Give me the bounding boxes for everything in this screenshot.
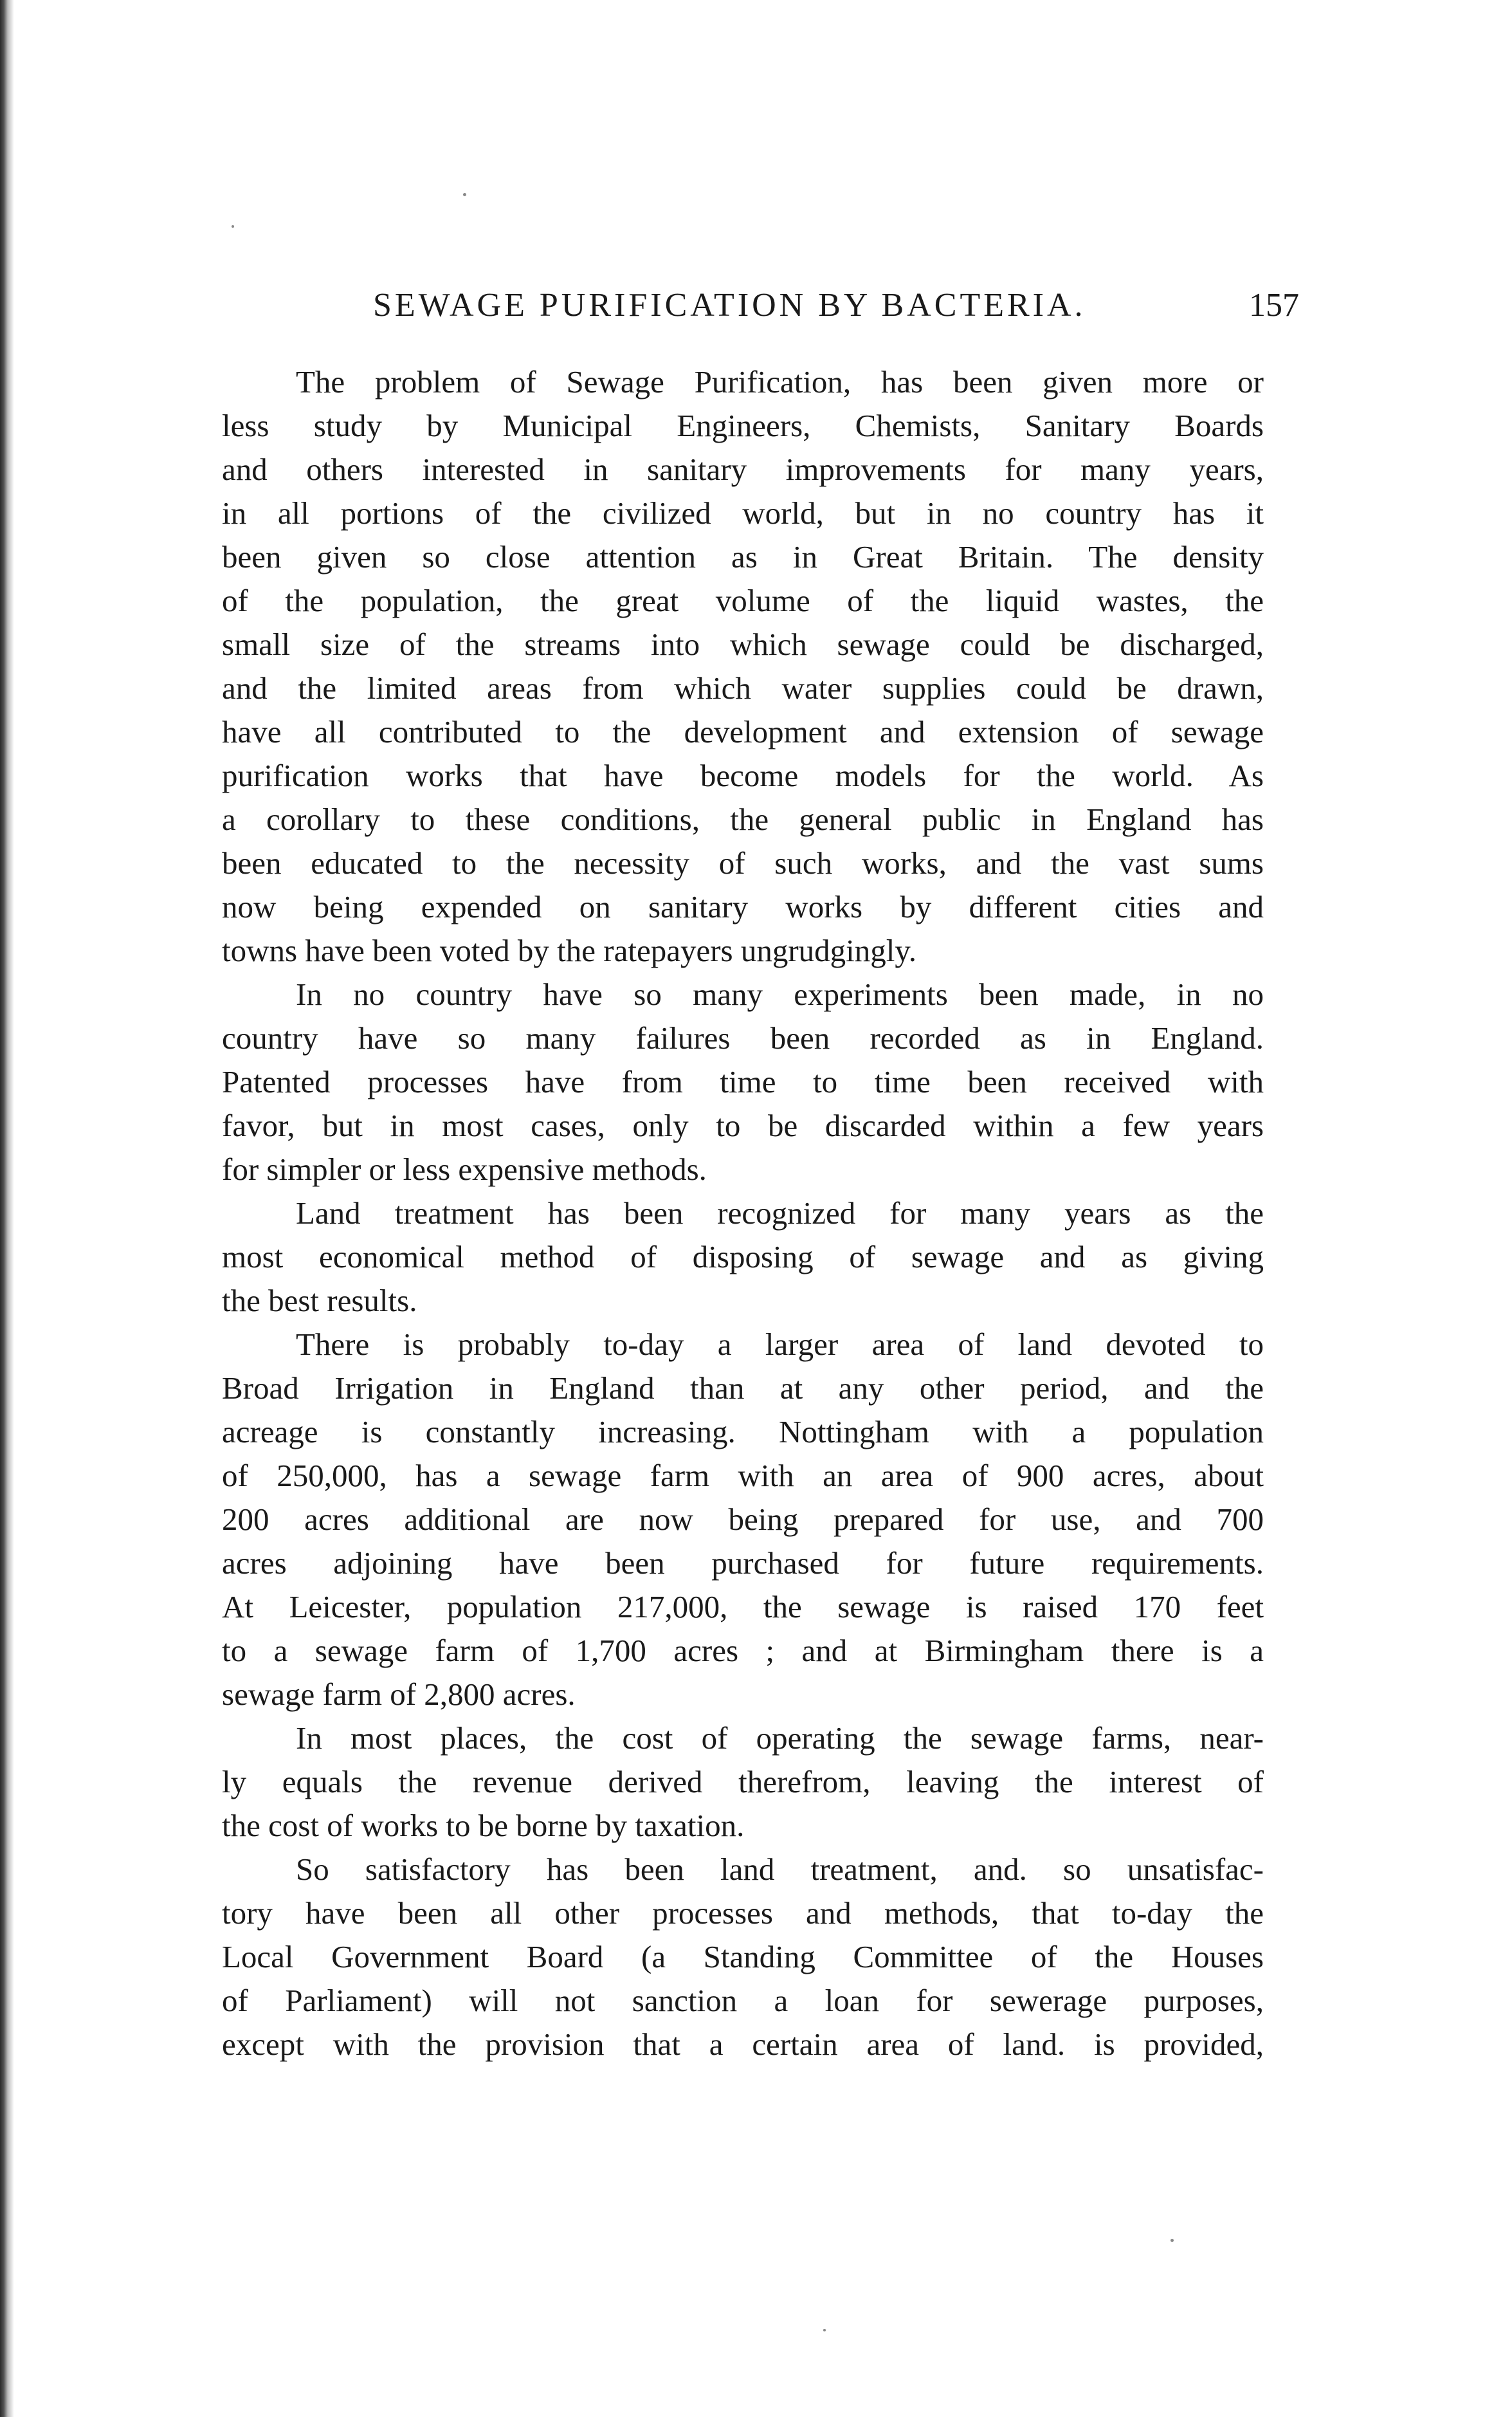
text-line: In no country have so many experiments been made, in no — [296, 977, 1264, 1012]
text-line: for simpler or less expensive methods. — [222, 1152, 707, 1187]
paragraph — [222, 360, 1264, 973]
page-number: 157 — [1249, 287, 1299, 324]
text-line: At Leicester, population 217,000, the sewage is raised 170 feet — [222, 1589, 1264, 1624]
running-head: SEWAGE PURIFICATION BY BACTERIA. — [373, 287, 1086, 324]
text-line: acres adjoining have been purchased for future requirements. — [222, 1545, 1264, 1581]
text-line: small size of the streams into which sewage could be discharged, — [222, 627, 1264, 662]
text-line: ly equals the revenue derived therefrom, leaving the interest of — [222, 1764, 1264, 1799]
text-line: There is probably to-day a larger area of land devoted to — [296, 1327, 1264, 1362]
paragraph — [222, 1716, 1264, 1848]
text-line: been given so close attention as in Great Britain. The density — [222, 539, 1264, 574]
text-line: been educated to the necessity of such works, and the vast sums — [222, 845, 1264, 881]
paragraph — [222, 1323, 1264, 1716]
text-line: The problem of Sewage Purification, has been given more or — [296, 364, 1264, 400]
text-line: to a sewage farm of 1,700 acres ; and at Birmingham there is a — [222, 1633, 1264, 1668]
text-line: of the population, the great volume of the liquid wastes, the — [222, 583, 1264, 618]
print-speck — [823, 2329, 826, 2331]
paragraph — [222, 1191, 1264, 1323]
text-line: In most places, the cost of operating the sewage farms, near- — [296, 1720, 1264, 1756]
text-line: except with the provision that a certain area of land. is provided, — [222, 2026, 1264, 2062]
text-line: in all portions of the civilized world, but in no country has it — [222, 495, 1264, 531]
text-line: have all contributed to the development and extension of sewage — [222, 714, 1264, 749]
text-line: most economical method of disposing of sewage and as giving — [222, 1239, 1264, 1274]
text-line: and others interested in sanitary improvements for many years, — [222, 452, 1264, 487]
text-line: now being expended on sanitary works by different cities and — [222, 889, 1264, 924]
text-line: 200 acres additional are now being prepared for use, and 700 — [222, 1502, 1264, 1537]
text-line: Local Government Board (a Standing Committee of the Houses — [222, 1939, 1264, 1974]
text-line: Patented processes have from time to time been received with — [222, 1064, 1264, 1099]
text-line: country have so many failures been recorded as in England. — [222, 1020, 1264, 1056]
text-line: of 250,000, has a sewage farm with an area of 900 acres, about — [222, 1458, 1264, 1493]
text-line: So satisfactory has been land treatment, and. so unsatisfac- — [296, 1852, 1264, 1887]
print-speck — [1170, 2239, 1174, 2242]
text-line: Land treatment has been recognized for many years as the — [296, 1195, 1264, 1231]
text-line: and the limited areas from which water supplies could be drawn, — [222, 670, 1264, 706]
text-line: purification works that have become models for the world. As — [222, 758, 1264, 793]
text-line: less study by Municipal Engineers, Chemists, Sanitary Boards — [222, 408, 1264, 443]
text-line: the best results. — [222, 1283, 417, 1318]
text-line: the cost of works to be borne by taxation. — [222, 1808, 745, 1843]
text-line: of Parliament) will not sanction a loan for sewerage purposes, — [222, 1983, 1264, 2018]
text-line: favor, but in most cases, only to be discarded within a few years — [222, 1108, 1264, 1143]
text-line: acreage is constantly increasing. Nottingham with a population — [222, 1414, 1264, 1449]
body-text — [222, 360, 1264, 2066]
text-line: sewage farm of 2,800 acres. — [222, 1677, 576, 1712]
paragraph — [222, 1848, 1264, 2066]
page-header — [373, 286, 1299, 331]
print-speck — [463, 193, 466, 196]
page-binding-edge — [0, 0, 14, 2417]
text-line: a corollary to these conditions, the general public in England has — [222, 802, 1264, 837]
print-speck — [232, 225, 234, 228]
text-line: tory have been all other processes and methods, that to-day the — [222, 1895, 1264, 1931]
paragraph — [222, 973, 1264, 1191]
text-line: towns have been voted by the ratepayers ungrudgingly. — [222, 933, 916, 968]
text-line: Broad Irrigation in England than at any other period, and the — [222, 1370, 1264, 1406]
